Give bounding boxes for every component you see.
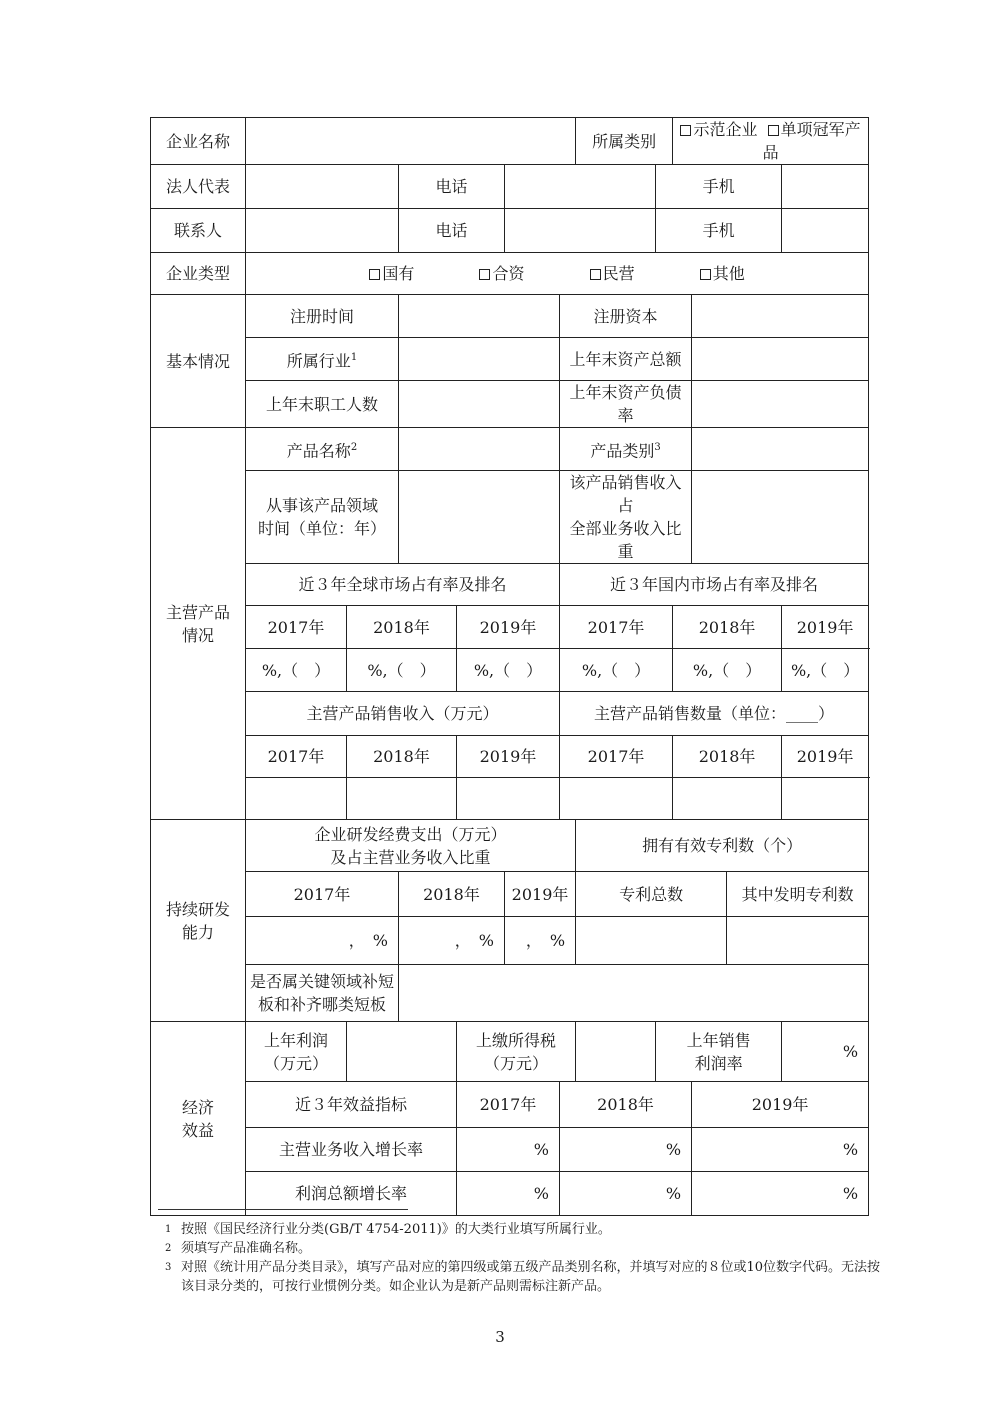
sales-input-cell[interactable] — [457, 778, 560, 820]
basic-info-section-label: 基本情况 — [151, 295, 246, 428]
patent-total-label: 专利总数 — [576, 872, 727, 917]
product-name-label: 产品名称$^2$ — [246, 428, 399, 471]
sales-input-cell[interactable] — [347, 778, 457, 820]
enterprise-type-options — [246, 253, 869, 295]
profit-growth-cell[interactable]: % — [457, 1172, 560, 1216]
footnote-2: 2 须填写产品准确名称。 — [165, 1241, 312, 1256]
rd-year-cell: 2019年 — [505, 872, 576, 917]
product-name-field[interactable] — [399, 428, 560, 471]
footnote-ref: 1 — [350, 351, 358, 363]
sales-year-cell: 2017年 — [560, 736, 673, 778]
tax-field[interactable] — [576, 1022, 656, 1082]
footnote-ref: 3 — [654, 441, 661, 453]
revenue-growth-cell[interactable]: % — [560, 1128, 692, 1172]
global-share-header: 近３年全球市场占有率及排名 — [246, 564, 560, 606]
key-field-input[interactable] — [399, 965, 869, 1022]
total-assets-field[interactable] — [692, 338, 869, 381]
checkbox-icon[interactable] — [590, 269, 601, 280]
patent-total-field[interactable] — [576, 917, 727, 965]
legal-rep-phone-label: 电话 — [399, 165, 505, 209]
debt-ratio-field[interactable] — [692, 381, 869, 428]
reg-time-field[interactable] — [399, 295, 560, 338]
rd-year-cell: 2018年 — [399, 872, 505, 917]
profit-growth-cell[interactable]: % — [560, 1172, 692, 1216]
legal-rep-field[interactable] — [246, 165, 399, 209]
domestic-share-header: 近３年国内市场占有率及排名 — [560, 564, 869, 606]
enterprise-type-label: 企业类型 — [151, 253, 246, 295]
company-name-field[interactable] — [246, 118, 576, 165]
margin-field[interactable]: % — [782, 1022, 869, 1082]
contact-phone-label: 电话 — [399, 209, 505, 253]
sales-year-cell: 2019年 — [782, 736, 869, 778]
share-input-cell[interactable]: %,（ ） — [347, 649, 457, 692]
share-year-cell: 2019年 — [457, 606, 560, 649]
revenue-growth-cell[interactable]: % — [457, 1128, 560, 1172]
contact-field[interactable] — [246, 209, 399, 253]
sales-year-cell: 2017年 — [246, 736, 347, 778]
econ-year-cell: 2019年 — [692, 1082, 869, 1128]
sales-year-cell: 2019年 — [457, 736, 560, 778]
invention-patents-field[interactable] — [727, 917, 869, 965]
rd-input-cell[interactable]: ， % — [505, 917, 576, 965]
industry-field[interactable] — [399, 338, 560, 381]
share-input-cell[interactable]: %,（ ） — [246, 649, 347, 692]
footnote-ref: 2 — [350, 441, 358, 453]
sales-input-cell[interactable] — [246, 778, 347, 820]
years-in-field-label: 从事该产品领域 时间（单位：年） — [246, 471, 399, 564]
invention-patents-label: 其中发明专利数 — [727, 872, 869, 917]
application-form-table — [150, 117, 869, 1216]
share-year-cell: 2017年 — [560, 606, 673, 649]
contact-mobile-field[interactable] — [782, 209, 869, 253]
footnote-3: 3 对照《统计用产品分类目录》，填写产品对应的第四级或第五级产品类别名称，并填写对应的８位或10位数字代码。无法按该目录分类的，可按行业惯例分类。如企业认为是新产品则需标注新产品。 — [165, 1260, 881, 1294]
share-input-cell[interactable]: %,（ ） — [457, 649, 560, 692]
checkbox-icon[interactable] — [369, 269, 380, 280]
contact-label: 联系人 — [151, 209, 246, 253]
indicator-label: 近３年效益指标 — [246, 1082, 457, 1128]
revenue-share-field[interactable] — [692, 471, 869, 564]
product-category-label: 产品类别$^3$ — [560, 428, 692, 471]
checkbox-champion-product[interactable]: 单项冠军产品 — [762, 120, 861, 162]
sales-input-cell[interactable] — [782, 778, 869, 820]
share-input-cell[interactable]: %,（ ） — [782, 649, 869, 692]
profit-growth-label: 利润总额增长率 — [246, 1172, 457, 1216]
sales-revenue-header: 主营产品销售收入（万元） — [246, 692, 560, 736]
sales-year-cell: 2018年 — [673, 736, 782, 778]
sales-input-cell[interactable] — [560, 778, 673, 820]
share-year-cell: 2018年 — [673, 606, 782, 649]
share-input-cell[interactable]: %,（ ） — [673, 649, 782, 692]
legal-rep-mobile-label: 手机 — [656, 165, 782, 209]
total-assets-label: 上年末资产总额 — [560, 338, 692, 381]
share-year-cell: 2017年 — [246, 606, 347, 649]
margin-label: 上年销售 利润率 — [656, 1022, 782, 1082]
key-field-label: 是否属关键领域补短 板和补齐哪类短板 — [246, 965, 399, 1022]
profit-field[interactable] — [347, 1022, 457, 1082]
industry-label: 所属行业$^1$ — [246, 338, 399, 381]
employees-field[interactable] — [399, 381, 560, 428]
share-year-cell: 2018年 — [347, 606, 457, 649]
footnote-divider — [158, 1209, 408, 1210]
econ-year-cell: 2017年 — [457, 1082, 560, 1128]
footnotes — [165, 1220, 885, 1296]
years-in-field-field[interactable] — [399, 471, 560, 564]
checkbox-icon[interactable] — [680, 125, 691, 136]
share-year-cell: 2019年 — [782, 606, 869, 649]
reg-capital-field[interactable] — [692, 295, 869, 338]
legal-rep-mobile-field[interactable] — [782, 165, 869, 209]
reg-time-label: 注册时间 — [246, 295, 399, 338]
page-number: 3 — [495, 1328, 505, 1346]
econ-section-label: 经济 效益 — [151, 1022, 246, 1216]
checkbox-private[interactable]: 民营 — [590, 262, 635, 285]
rd-expense-header: 企业研发经费支出（万元） 及占主营业务收入比重 — [246, 820, 576, 872]
checkbox-icon[interactable] — [479, 269, 490, 280]
sales-year-cell: 2018年 — [347, 736, 457, 778]
contact-phone-field[interactable] — [505, 209, 656, 253]
product-section-label: 主营产品 情况 — [151, 428, 246, 820]
checkbox-state-owned[interactable]: 国有 — [369, 262, 414, 285]
checkbox-icon[interactable] — [768, 125, 779, 136]
rd-year-cell: 2017年 — [246, 872, 399, 917]
sales-input-cell[interactable] — [673, 778, 782, 820]
rd-section-label: 持续研发 能力 — [151, 820, 246, 1022]
checkbox-icon[interactable] — [700, 269, 711, 280]
checkbox-joint-venture[interactable]: 合资 — [479, 262, 524, 285]
employees-label: 上年末职工人数 — [246, 381, 399, 428]
revenue-growth-label: 主营业务收入增长率 — [246, 1128, 457, 1172]
rd-input-cell[interactable]: ， % — [246, 917, 399, 965]
legal-rep-phone-field[interactable] — [505, 165, 656, 209]
company-name-label: 企业名称 — [151, 118, 246, 165]
tax-label: 上缴所得税 （万元） — [457, 1022, 576, 1082]
category-label: 所属类别 — [576, 118, 673, 165]
checkbox-demo-enterprise[interactable]: 示范企业 — [680, 120, 757, 139]
contact-mobile-label: 手机 — [656, 209, 782, 253]
debt-ratio-label: 上年末资产负债率 — [560, 381, 692, 428]
revenue-growth-cell[interactable]: % — [692, 1128, 869, 1172]
share-input-cell[interactable]: %,（ ） — [560, 649, 673, 692]
product-category-field[interactable] — [692, 428, 869, 471]
legal-rep-label: 法人代表 — [151, 165, 246, 209]
rd-input-cell[interactable]: ， % — [399, 917, 505, 965]
sales-quantity-header: 主营产品销售数量（单位：____） — [560, 692, 869, 736]
revenue-share-label: 该产品销售收入占 全部业务收入比重 — [560, 471, 692, 564]
econ-year-cell: 2018年 — [560, 1082, 692, 1128]
profit-growth-cell[interactable]: % — [692, 1172, 869, 1216]
reg-capital-label: 注册资本 — [560, 295, 692, 338]
profit-label: 上年利润 （万元） — [246, 1022, 347, 1082]
footnote-1: 1 按照《国民经济行业分类(GB/T 4754-2011)》的大类行业填写所属行业。 — [165, 1222, 611, 1237]
category-options — [673, 118, 869, 165]
checkbox-other[interactable]: 其他 — [700, 262, 745, 285]
patents-header: 拥有有效专利数（个） — [576, 820, 869, 872]
